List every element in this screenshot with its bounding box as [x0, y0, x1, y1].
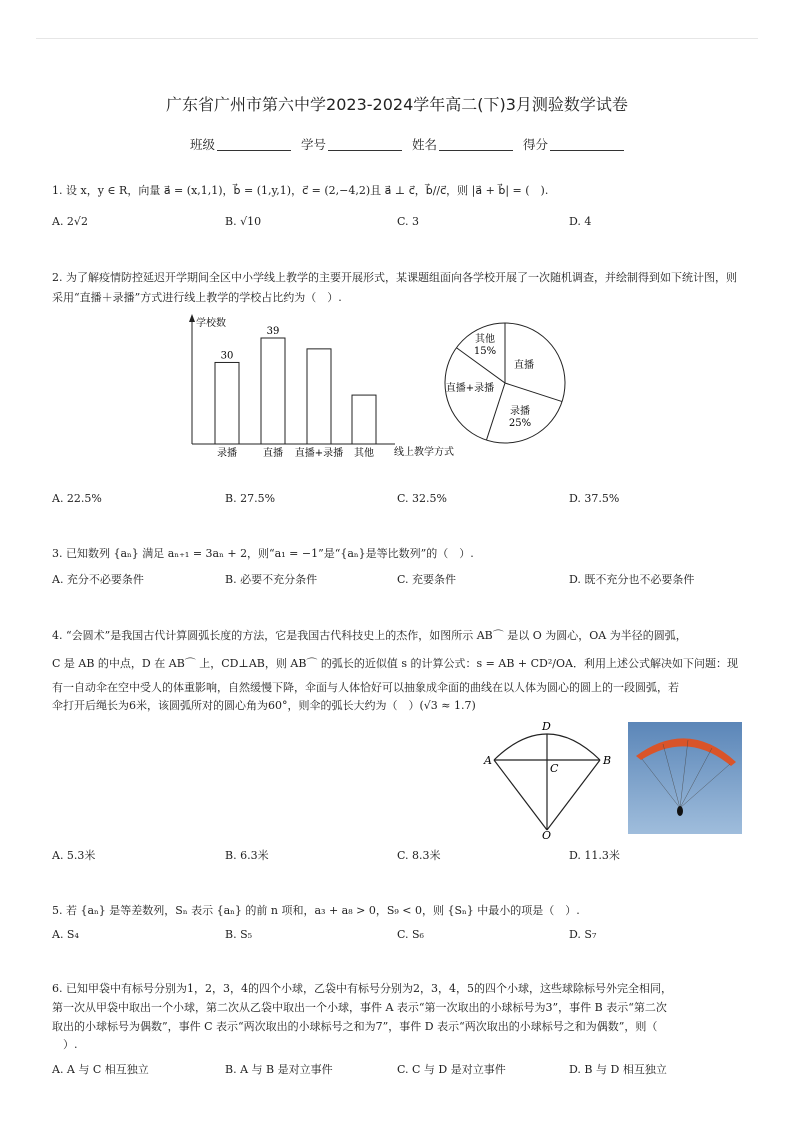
- question-2-stem: 2. 为了解疫情防控延迟开学期间全区中小学线上教学的主要开展形式，某课题组面向各学校开展了一次随机调查，并绘制得到如下统计图，则采用“直播＋录播”方式进行线上教学的学校占比约为（ ）.: [52, 271, 737, 304]
- pie-label-zhibo-lubo: 直播+录播: [445, 383, 495, 394]
- student-id-blank: [328, 140, 402, 151]
- q5-option-c: C. S₆: [397, 928, 424, 941]
- question-4-options: [52, 847, 746, 865]
- bar-category-label-3: 其他: [354, 448, 374, 459]
- bar-category-label-2: 直播+录播: [294, 448, 344, 459]
- q3-option-d: D. 既不充分也不必要条件: [569, 573, 695, 586]
- question-4-line-2: C 是 AB 的中点，D 在 AB⌒ 上，CD⊥AB，则 AB⌒ 的弧长的近似值 s 的计算公式：s = AB + CD²/OA．利用上述公式解决如下问题：现: [52, 657, 738, 670]
- question-3-options: [52, 571, 746, 589]
- segment-oa: [494, 760, 547, 830]
- bar-value-label-1: 39: [266, 326, 280, 337]
- q3-option-b: B. 必要不充分条件: [225, 573, 318, 586]
- q4-option-c: C. 8.3米: [397, 849, 441, 862]
- point-a-label: A: [484, 754, 492, 767]
- q2-option-b: B. 27.5%: [225, 492, 276, 505]
- q1-option-b: B. √10: [225, 215, 262, 228]
- q2-option-c: C. 32.5%: [397, 492, 447, 505]
- q4-option-b: B. 6.3米: [225, 849, 269, 862]
- question-6-line-4: ）.: [52, 1038, 78, 1051]
- question-5-stem: 5. 若 {aₙ} 是等差数列，Sₙ 表示 {aₙ} 的前 n 项和，a₃ + a₈ > 0，S₉ < 0，则 {Sₙ} 中最小的项是（ ）.: [52, 904, 580, 917]
- pie-label-other: 其他: [475, 334, 495, 345]
- question-1-stem: 1. 设 x，y ∈ R，向量 a⃗ = (x,1,1)，b⃗ = (1,y,1)，c⃗ = (2,−4,2)且 a⃗ ⊥ c⃗，b⃗//c⃗，则 |a⃗ + b⃗| = ( ).: [52, 184, 549, 197]
- bar-chart-ylabel: 学校数: [196, 318, 226, 329]
- bar-2: [307, 349, 331, 444]
- score-blank: [550, 140, 624, 151]
- bar-chart-xlabel: 线上教学方式: [394, 447, 454, 458]
- q3-option-c: C. 充要条件: [397, 573, 457, 586]
- bar-3: [352, 395, 376, 444]
- bar-0: [215, 362, 239, 444]
- question-4-line-1: 4. “会圆术”是我国古代计算圆弧长度的方法，它是我国古代科技史上的杰作，如图所示 AB⌒ 是以 O 为圆心，OA 为半径的圆弧，: [52, 629, 687, 642]
- q1-option-a: A. 2√2: [52, 215, 88, 228]
- question-6-line-2: 第一次从甲袋中取出一个小球，第二次从乙袋中取出一个小球，事件 A 表示“第一次取出的小球标号为3”，事件 B 表示“第二次: [52, 1001, 667, 1014]
- bar-chart: [180, 310, 470, 480]
- question-6-line-1: 6. 已知甲袋中有标号分别为1，2，3，4的四个小球，乙袋中有标号分别为2，3，4，5的四个小球，这些球除标号外完全相同，: [52, 982, 672, 995]
- pie-label-lubo: 录播: [510, 406, 530, 417]
- question-3-stem: 3. 已知数列 {aₙ} 满足 aₙ₊₁ = 3aₙ + 2，则“a₁ = −1”是“{aₙ}是等比数列”的（ ）.: [52, 547, 474, 560]
- question-6-line-3: 取出的小球标号为偶数”，事件 C 表示“两次取出的小球标号之和为7”，事件 D 表示“两次取出的小球标号之和为偶数”，则（: [52, 1020, 658, 1033]
- y-axis-arrow: [189, 314, 195, 322]
- point-b-label: B: [603, 754, 612, 767]
- point-c-label: C: [550, 762, 559, 775]
- q5-option-b: B. S₅: [225, 928, 253, 941]
- q1-option-c: C. 3: [397, 215, 420, 228]
- point-o-label: O: [542, 829, 552, 840]
- point-d-label: D: [542, 720, 551, 733]
- question-4-line-3: 有一自动伞在空中受人的体重影响，自然缓慢下降，伞面与人体恰好可以抽象成伞面的曲线在以人体为圆心的圆上的一段圆弧，若: [52, 681, 679, 694]
- q2-option-d: D. 37.5%: [569, 492, 620, 505]
- q4-option-d: D. 11.3米: [569, 849, 620, 862]
- pilot-icon: [677, 806, 683, 816]
- sector-diagram: [480, 718, 620, 840]
- score-label: 得分: [523, 137, 549, 152]
- q6-option-c: C. C 与 D 是对立事件: [397, 1063, 506, 1076]
- q6-option-a: A. A 与 C 相互独立: [52, 1063, 149, 1076]
- question-2-options: [52, 492, 746, 510]
- student-info-row: [190, 135, 630, 153]
- q6-option-d: D. B 与 D 相互独立: [569, 1063, 667, 1076]
- pie-label-zhibo: 直播: [514, 360, 534, 371]
- paraglider-photo: [628, 722, 742, 834]
- class-blank: [217, 140, 291, 151]
- bar-category-label-1: 直播: [263, 448, 283, 459]
- name-label: 姓名: [412, 137, 438, 152]
- q3-option-a: A. 充分不必要条件: [52, 573, 144, 586]
- bar-category-label-0: 录播: [217, 448, 237, 459]
- pie-chart: [440, 318, 570, 448]
- exam-title: 广东省广州市第六中学2023-2024学年高二(下)3月测验数学试卷: [166, 95, 628, 114]
- q5-option-d: D. S₇: [569, 928, 597, 941]
- q5-option-a: A. S₄: [52, 928, 79, 941]
- q6-option-b: B. A 与 B 是对立事件: [225, 1063, 333, 1076]
- student-id-label: 学号: [301, 137, 327, 152]
- q2-option-a: A. 22.5%: [52, 492, 102, 505]
- question-6-options: [52, 1061, 746, 1079]
- question-5-options: [52, 928, 746, 946]
- pie-pct-lubo: 25%: [508, 418, 532, 429]
- class-label: 班级: [190, 137, 216, 152]
- bar-value-label-0: 30: [220, 350, 234, 362]
- question-1-options: [52, 215, 746, 233]
- name-blank: [439, 140, 513, 151]
- pie-pct-other: 15%: [473, 346, 497, 357]
- question-4-line-4: 伞打开后绳长为6米，该圆弧所对的圆心角为60°，则伞的弧长大约为（ ）(√3 ≈ 1.7): [52, 699, 476, 712]
- q1-option-d: D. 4: [569, 215, 592, 228]
- bar-1: [261, 338, 285, 444]
- q4-option-a: A. 5.3米: [52, 849, 96, 862]
- top-divider: [36, 38, 758, 39]
